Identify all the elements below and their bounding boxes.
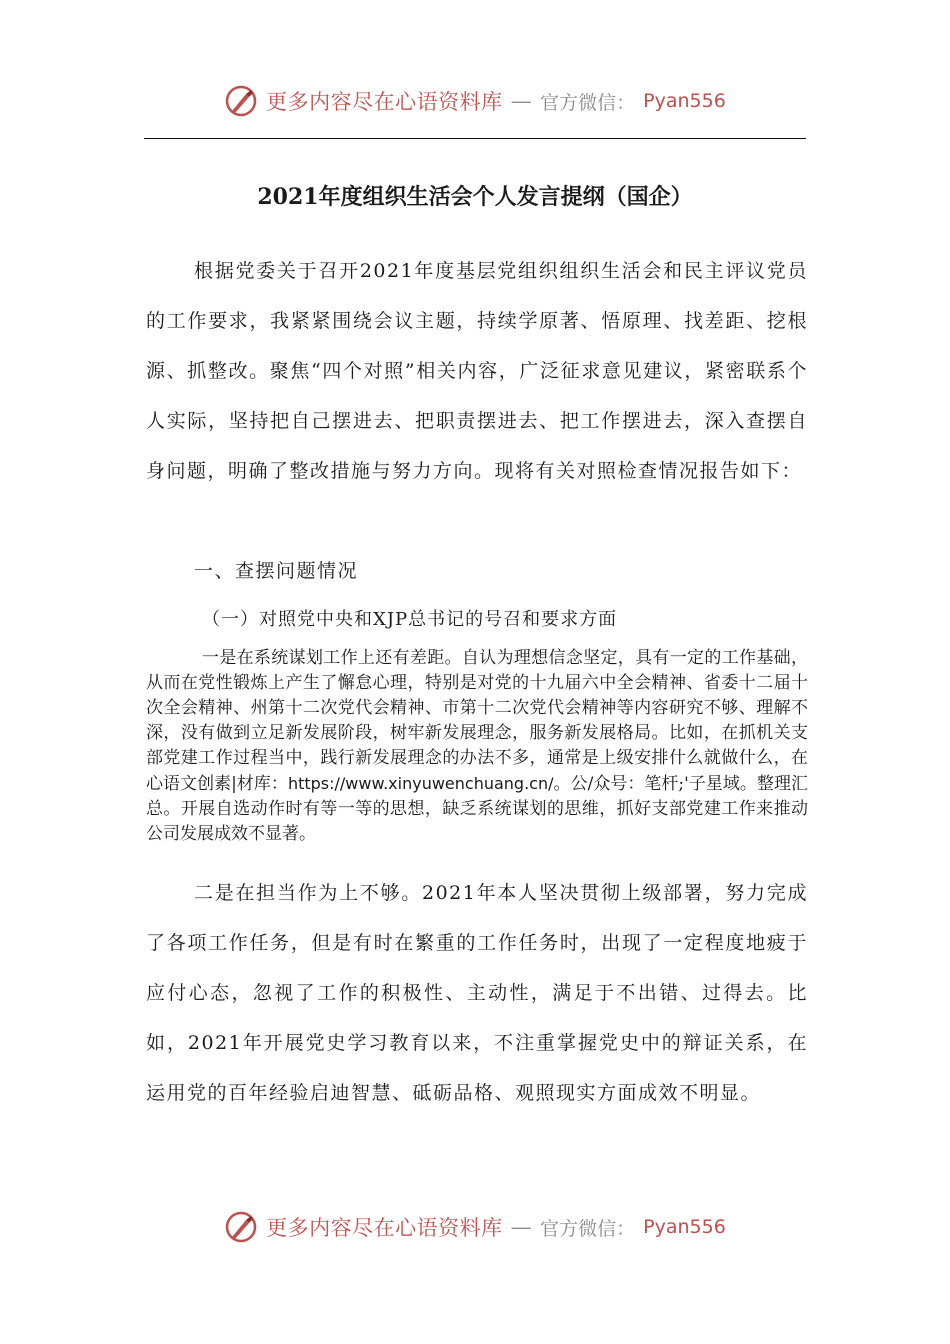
subsection1-heading: （一）对照党中央和XJP总书记的号召和要求方面 [202, 609, 618, 630]
intro-paragraph: 根据党委关于召开2021年度基层党组织组织生活会和民主评议党员的工作要求，我紧紧围绕会议主题，持续学原著、悟原理、找差距、挖根源、抓整改。聚焦“四个对照”相关内容，广泛征求意见建议，紧密联系个人实际，坚持把自己摆进去、把职责摆进去、把工作摆进去，深入查摆自身问题，明确了整改措施与努力方向。现将有关对照检查情况报告如下： [146, 260, 808, 482]
point1-text-b: 。公/众号：笔杆;'子星域。整理汇总。开展自选动作时有等一等的思想，缺乏系统谋划的思维，抓好支部党建工作来推动公司发展成效不显著。 [146, 774, 808, 844]
point1-text-a: 一是在系统谋划工作上还有差距。自认为理想信念坚定，具有一定的工作基础，从而在党性锻炼上产生了懈怠心理，特别是对党的十九届六中全会精神、省委十二届十次全会精神、州第十二次党代会精神、市第十二次党代会精神等内容研究不够、理解不深，没有做到立足新发展阶段，树牢新发展理念，服务新发展格局。比如，在抓机关支部党建工作过程当中，践行新发展理念的办法不多，通常是上级安排什么就做什么，在心语文创素|材库： [146, 648, 808, 794]
banner-wechat-id: Pyan556 [643, 90, 726, 112]
point1-paragraph [146, 646, 808, 847]
section1-heading: 一、查摆问题情况 [194, 560, 359, 582]
banner-wechat-label: 官方微信： [540, 91, 636, 114]
document-title: 2021年度组织生活会个人发言提纲（国企） [257, 184, 693, 210]
point2-paragraph: 二是在担当作为上不够。2021年本人坚决贯彻上级部署，努力完成了各项工作任务，但是有时在繁重的工作任务时，出现了一定程度地疲于应付心态，忽视了工作的积极性、主动性，满足于不出错、过得去。比如，2021年开展党史学习教育以来，不注重掌握党史中的辩证关系，在运用党的百年经验启迪智慧、砥砺品格、观照现实方面成效不明显。 [146, 882, 808, 1104]
footer-banner [0, 1210, 950, 1244]
section-heading-block [146, 546, 808, 596]
header-banner [0, 84, 950, 118]
footer-wechat-label: 官方微信： [540, 1217, 636, 1240]
intro-block [146, 246, 808, 496]
banner-site-text: 更多内容尽在心语资料库 [266, 90, 503, 114]
footer-dash: — [510, 1215, 533, 1239]
banner-dash: — [510, 89, 533, 113]
pen-logo-icon [224, 1210, 258, 1244]
pen-logo-icon [224, 84, 258, 118]
subsection-heading-block [146, 602, 808, 638]
point1-url: https://www.xinyuwenchuang.cn/ [287, 774, 554, 793]
footer-site-text: 更多内容尽在心语资料库 [266, 1216, 503, 1240]
header-divider [144, 138, 806, 139]
point1-block [146, 646, 808, 847]
point2-block [146, 868, 808, 1118]
footer-wechat-id: Pyan556 [643, 1216, 726, 1238]
